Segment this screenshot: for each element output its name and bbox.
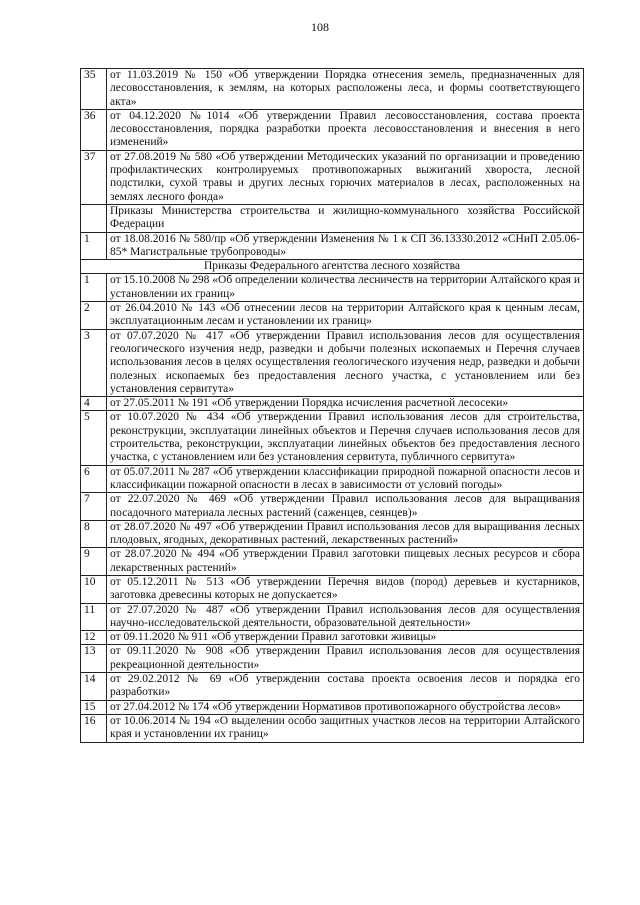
table-row	[81, 232, 584, 260]
row-text: от 18.08.2016 № 580/пр «Об утверждении Изменения № 1 к СП 36.13330.2012 «СНиП 2.05.06-85* Магистральные трубопроводы»	[107, 232, 584, 260]
table-row	[81, 700, 584, 714]
table-row	[81, 397, 584, 411]
row-number: 12	[81, 631, 107, 645]
row-text: от 10.06.2014 № 194 «О выделении особо защитных участков лесов на территории Алтайского края и установлении их границ»	[107, 714, 584, 742]
row-number: 15	[81, 700, 107, 714]
table-row	[81, 520, 584, 548]
table-row	[81, 465, 584, 493]
row-number: 14	[81, 673, 107, 701]
row-number: 1	[81, 232, 107, 260]
row-text: от 15.10.2008 № 298 «Об определении количества лесничеств на территории Алтайского края и установлении их границ»	[107, 274, 584, 302]
table-row	[81, 548, 584, 576]
row-number: 6	[81, 465, 107, 493]
row-text: от 28.07.2020 № 497 «Об утверждении Правил использования лесов для выращивания лесных плодовых, ягодных, декоративных растений, лекарственных растений»	[107, 520, 584, 548]
row-number: 3	[81, 329, 107, 396]
row-text: от 11.03.2019 № 150 «Об утверждении Порядка отнесения земель, предназначенных для лесовосстановления, к землям, на которых расположены леса, и формы соответствующего акта»	[107, 69, 584, 110]
row-text: от 05.07.2011 № 287 «Об утверждении классификации природной пожарной опасности лесов и классификации пожарной опасности в лесах в зависимости от условий погоды»	[107, 465, 584, 493]
table-row	[81, 204, 584, 232]
row-text: от 09.11.2020 № 908 «Об утверждении Правил использования лесов для осуществления рекреационной деятельности»	[107, 645, 584, 673]
row-text: от 27.08.2019 № 580 «Об утверждении Методических указаний по организации и проведению профилактических контролируемых противопожарных выжиганий хвороста, лесной подстилки, сухой травы и других лесных горючих материалов в лесах, расположенных на землях лесного фонда»	[107, 150, 584, 204]
regulations-table	[80, 68, 584, 743]
table-row	[81, 603, 584, 631]
table-row	[81, 645, 584, 673]
row-text: от 27.07.2020 № 487 «Об утверждении Правил использования лесов для осуществления научно-исследовательской деятельности, образовательной деятельности»	[107, 603, 584, 631]
row-number: 11	[81, 603, 107, 631]
table-row	[81, 411, 584, 465]
row-number: 1	[81, 274, 107, 302]
page-number: 108	[311, 20, 329, 34]
row-number: 37	[81, 150, 107, 204]
row-number: 5	[81, 411, 107, 465]
row-text: от 04.12.2020 №1014 «Об утверждении Правил лесовосстановления, состава проекта лесовосстановления, порядка разработки проекта лесовосстановления и внесения в него изменений»	[107, 109, 584, 150]
row-number: 36	[81, 109, 107, 150]
table-row	[81, 69, 584, 110]
table-row	[81, 575, 584, 603]
row-text: от 28.07.2020 № 494 «Об утверждении Правил заготовки пищевых лесных ресурсов и сбора лекарственных растений»	[107, 548, 584, 576]
table-row	[81, 329, 584, 396]
row-text: от 07.07.2020 № 417 «Об утверждении Правил использования лесов для осуществления геологического изучения недр, разведки и добычи полезных ископаемых и Перечня случаев использования лесов в целях осуществления геологического изучения недр, разведки и добычи полезных ископаемых без предоставления лесного участка, с установлением или без установления сервитута»	[107, 329, 584, 396]
row-text: от 27.04.2012 № 174 «Об утверждении Нормативов противопожарного обустройства лесов»	[107, 700, 584, 714]
table-row	[81, 302, 584, 330]
row-number	[81, 204, 107, 232]
row-text: от 26.04.2010 № 143 «Об отнесении лесов на территории Алтайского края к ценным лесам, эксплуатационным лесам и установлении их границ»	[107, 302, 584, 330]
table-row	[81, 714, 584, 742]
table-row	[81, 493, 584, 521]
row-text: от 27.05.2011 № 191 «Об утверждении Порядка исчисления расчетной лесосеки»	[107, 397, 584, 411]
table-row	[81, 150, 584, 204]
section-header: Приказы Федерального агентства лесного хозяйства	[81, 260, 584, 274]
row-number: 7	[81, 493, 107, 521]
row-text: от 05.12.2011 № 513 «Об утверждении Перечня видов (пород) деревьев и кустарников, заготовка древесины которых не допускается»	[107, 575, 584, 603]
section-header-row	[81, 260, 584, 274]
table-row	[81, 109, 584, 150]
row-number: 13	[81, 645, 107, 673]
table-row	[81, 274, 584, 302]
table-row	[81, 673, 584, 701]
row-text: от 09.11.2020 № 911 «Об утверждении Правил заготовки живицы»	[107, 631, 584, 645]
row-number: 2	[81, 302, 107, 330]
row-number: 8	[81, 520, 107, 548]
row-number: 35	[81, 69, 107, 110]
row-text: от 22.07.2020 № 469 «Об утверждении Правил использования лесов для выращивания посадочного материала лесных растений (саженцев, сеянцев)»	[107, 493, 584, 521]
row-number: 10	[81, 575, 107, 603]
row-text: от 29.02.2012 № 69 «Об утверждении состава проекта освоения лесов и порядка его разработки»	[107, 673, 584, 701]
row-number: 16	[81, 714, 107, 742]
row-text: Приказы Министерства строительства и жилищно-коммунального хозяйства Российской Федерации	[107, 204, 584, 232]
row-number: 4	[81, 397, 107, 411]
table-row	[81, 631, 584, 645]
row-number: 9	[81, 548, 107, 576]
row-text: от 10.07.2020 № 434 «Об утверждении Правил использования лесов для строительства, реконструкции, эксплуатации линейных объектов и Перечня случаев использования лесов для строительства, реконструкции, эксплуатации линейных объектов без предоставления лесного участка, с установлением или без установления сервитута, публичного сервитута»	[107, 411, 584, 465]
